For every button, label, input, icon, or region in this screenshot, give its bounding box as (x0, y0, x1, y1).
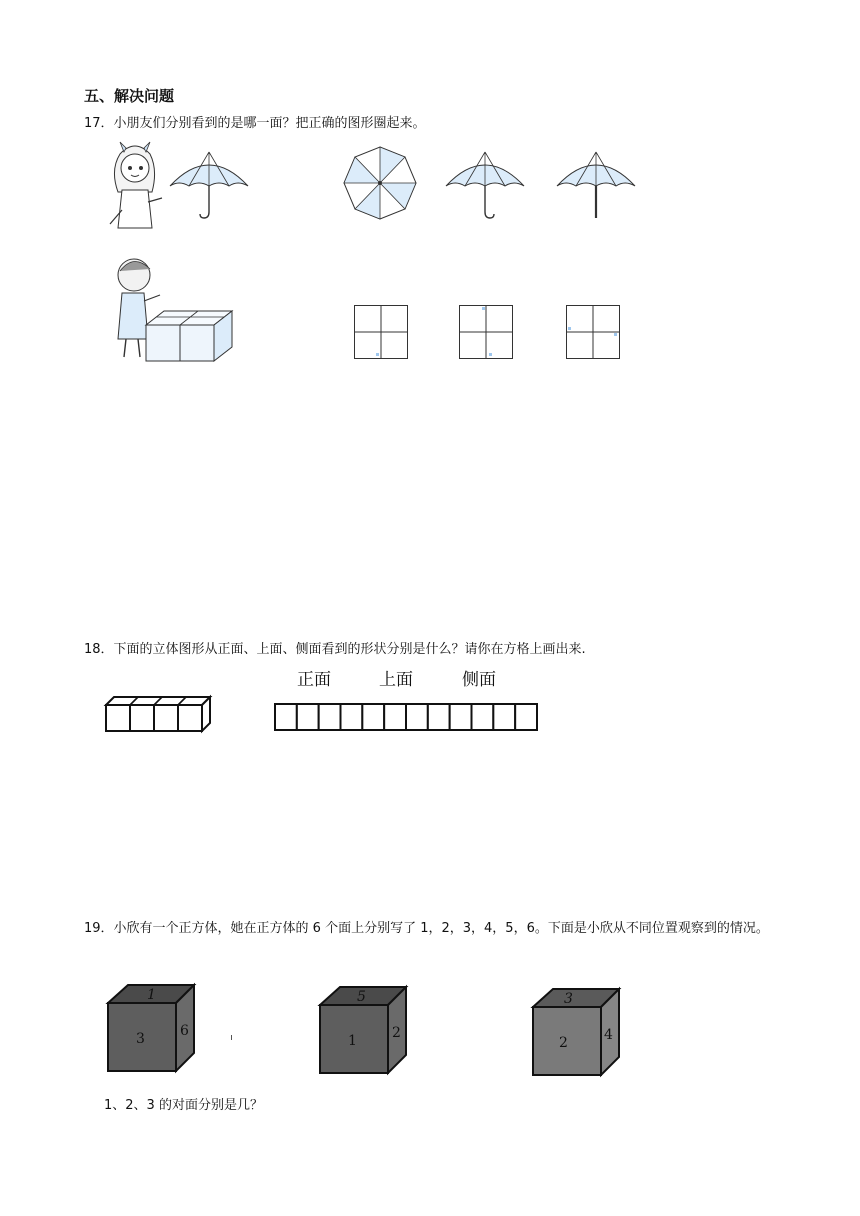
grid-cell[interactable] (341, 704, 363, 730)
grid-cell[interactable] (275, 704, 297, 730)
stray-mark (231, 1035, 232, 1040)
section-title: 五、解决问题 (84, 87, 175, 105)
cube-3-front-number: 2 (559, 1035, 568, 1051)
grid-cell[interactable] (515, 704, 537, 730)
number-cube-2 (318, 985, 408, 1075)
cube-2-top-number: 5 (357, 989, 366, 1005)
cube-3-top-number: 3 (564, 991, 573, 1007)
grid-cell[interactable] (319, 704, 341, 730)
grid-option-a[interactable] (354, 305, 408, 359)
cube-1-top-number: 1 (147, 987, 156, 1003)
label-top-view: 上面 (379, 670, 413, 690)
cube-row-solid (104, 695, 214, 733)
grid-cell[interactable] (384, 704, 406, 730)
umbrella-side-straight[interactable] (555, 150, 637, 222)
cube-2-side-number: 2 (392, 1025, 401, 1041)
cube-1-front-number: 3 (136, 1031, 145, 1047)
grid-cell[interactable] (406, 704, 428, 730)
grid-cell[interactable] (493, 704, 515, 730)
grid-cell[interactable] (362, 704, 384, 730)
answer-grid-strip[interactable] (274, 703, 538, 731)
grid-cell[interactable] (450, 704, 472, 730)
girl-illustration (100, 140, 170, 232)
cube-1-side-number: 6 (180, 1023, 189, 1039)
question-18-text: 18．下面的立体图形从正面、上面、侧面看到的形状分别是什么？请你在方格上画出来. (84, 642, 586, 657)
umbrella-observed (168, 150, 250, 222)
grid-cell[interactable] (428, 704, 450, 730)
cube-3-side-number: 4 (604, 1027, 613, 1043)
grid-cell[interactable] (472, 704, 494, 730)
label-front-view: 正面 (297, 670, 331, 690)
cube-2-front-number: 1 (348, 1033, 357, 1049)
question-19-subquestion: 1、2、3 的对面分别是几？ (104, 1098, 263, 1113)
umbrella-top-view[interactable] (342, 145, 418, 221)
girl-with-boxes-illustration (106, 255, 224, 365)
grid-option-b[interactable] (459, 305, 513, 359)
label-side-view: 侧面 (462, 670, 496, 690)
grid-option-c[interactable] (566, 305, 620, 359)
number-cube-3 (531, 987, 621, 1077)
umbrella-side-hook[interactable] (444, 150, 526, 222)
question-17-text: 17．小朋友们分别看到的是哪一面？把正确的图形圈起来。 (84, 116, 426, 131)
number-cube-1 (106, 983, 196, 1073)
grid-cell[interactable] (297, 704, 319, 730)
question-19-text: 19．小欣有一个正方体，她在正方体的 6 个面上分别写了 1，2，3，4，5，6。下面是小欣从不同位置观察到的情况。 (84, 921, 769, 936)
